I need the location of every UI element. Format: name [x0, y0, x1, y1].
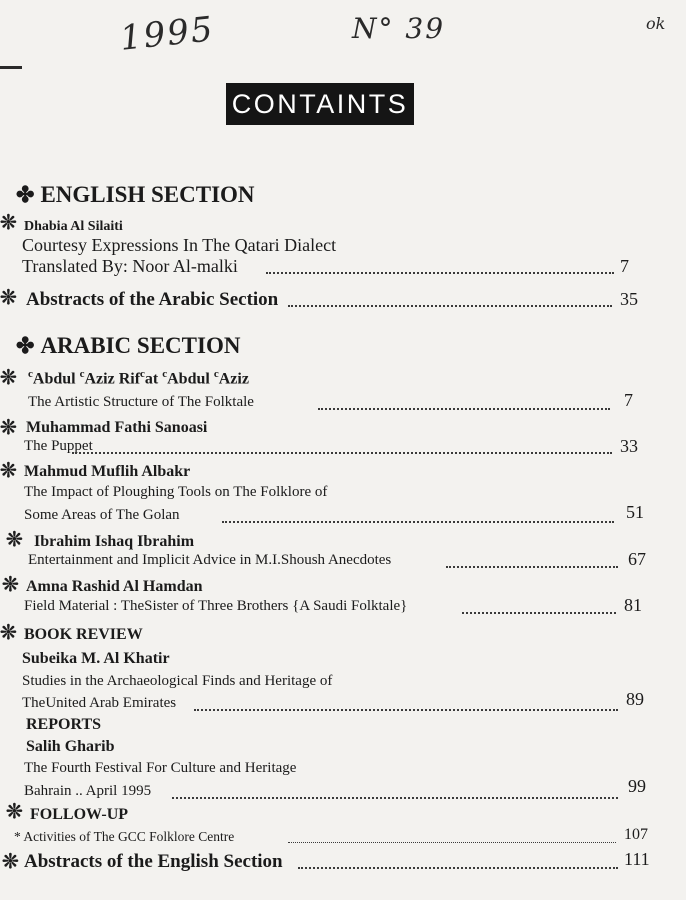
handwritten-issue-number: N° 39 — [352, 12, 446, 45]
handwritten-ok-mark: ok — [646, 14, 666, 33]
leader-dots — [446, 566, 618, 568]
book-review-heading: BOOK REVIEW — [24, 626, 143, 643]
asterisk-bullet-icon: ❊ — [0, 460, 17, 482]
leader-dots — [266, 272, 614, 274]
entry-title-continued: TheUnited Arab Emirates — [22, 695, 177, 711]
asterisk-bullet-icon: ❊ — [0, 367, 17, 389]
entry-title: Entertainment and Implicit Advice in M.I.Shoush Anecdotes — [28, 552, 392, 568]
entry-page: 89 — [626, 689, 644, 709]
entry-title-continued: Some Areas of The Golan — [24, 507, 180, 523]
asterisk-bullet-icon: ❊ — [0, 212, 17, 234]
club-bullet-icon: ✤ — [16, 333, 35, 358]
leader-dots — [222, 521, 614, 523]
entry-author: Dhabia Al Silaiti — [24, 219, 123, 234]
leader-dots — [462, 612, 616, 614]
reports-heading: REPORTS — [26, 716, 102, 733]
leader-dots — [298, 867, 618, 869]
asterisk-bullet-icon: ❊ — [2, 851, 19, 873]
handwritten-year: 1995 — [118, 9, 217, 59]
follow-up-heading: FOLLOW-UP — [30, 806, 129, 823]
entry-author: Subeika M. Al Khatir — [22, 650, 170, 667]
leader-dots — [172, 797, 618, 799]
asterisk-bullet-icon: ❊ — [2, 574, 19, 596]
entry-page: 99 — [628, 776, 646, 796]
asterisk-bullet-icon: ❊ — [0, 622, 17, 644]
entry-page: 111 — [624, 849, 650, 869]
entry-page: 7 — [620, 256, 629, 276]
leader-dots — [194, 709, 618, 711]
leader-dots — [318, 408, 610, 410]
asterisk-bullet-icon: ❊ — [0, 417, 17, 439]
entry-author: Mahmud Muflih Albakr — [24, 463, 191, 480]
margin-mark — [0, 66, 22, 69]
entry-title-continued: Bahrain .. April 1995 — [24, 783, 152, 799]
entry-title: Courtesy Expressions In The Qatari Dialect — [22, 235, 337, 255]
entry-title: The Puppet — [24, 438, 93, 454]
entry-page: 67 — [628, 549, 646, 569]
entry-title: Field Material : TheSister of Three Brothers {A Saudi Folktale} — [24, 598, 408, 614]
entry-title: The Fourth Festival For Culture and Heritage — [24, 760, 297, 776]
entry-page: 107 — [624, 826, 648, 843]
asterisk-bullet-icon: ❊ — [6, 529, 23, 551]
entry-page: 81 — [624, 595, 642, 615]
entry-title: Abstracts of the Arabic Section — [26, 289, 279, 310]
entry-title: The Artistic Structure of The Folktale — [28, 394, 254, 410]
entry-page: 51 — [626, 502, 644, 522]
entry-page: 35 — [620, 289, 638, 309]
page-title: CONTAINTS — [226, 83, 414, 125]
english-section-heading: ✤ ENGLISH SECTION — [16, 182, 255, 207]
leader-dots — [288, 842, 616, 843]
entry-subtitle: Translated By: Noor Al-malki — [22, 256, 238, 276]
entry-author: Muhammad Fathi Sanoasi — [26, 419, 208, 436]
entry-page: 7 — [624, 390, 633, 410]
entry-title: Studies in the Archaeological Finds and Heritage of — [22, 673, 333, 689]
arabic-section-heading: ✤ ARABIC SECTION — [16, 333, 241, 358]
entry-author: Amna Rashid Al Hamdan — [26, 578, 203, 595]
club-bullet-icon: ✤ — [16, 182, 35, 207]
asterisk-bullet-icon: ❊ — [0, 287, 17, 309]
leader-dots — [288, 305, 612, 307]
leader-dots — [72, 452, 612, 454]
entry-page: 33 — [620, 436, 638, 456]
entry-title: The Impact of Ploughing Tools on The Folklore of — [24, 484, 328, 500]
entry-author: Ibrahim Ishaq Ibrahim — [34, 533, 195, 550]
entry-author: $^c$Abdul $^c$Aziz Rif$^c$at $^c$Abdul $^c$Aziz — [28, 368, 249, 388]
entry-title: Abstracts of the English Section — [24, 851, 283, 872]
asterisk-bullet-icon: ❊ — [6, 801, 23, 823]
entry-title: * Activities of The GCC Folklore Centre — [14, 829, 235, 844]
entry-author: Salih Gharib — [26, 738, 115, 755]
